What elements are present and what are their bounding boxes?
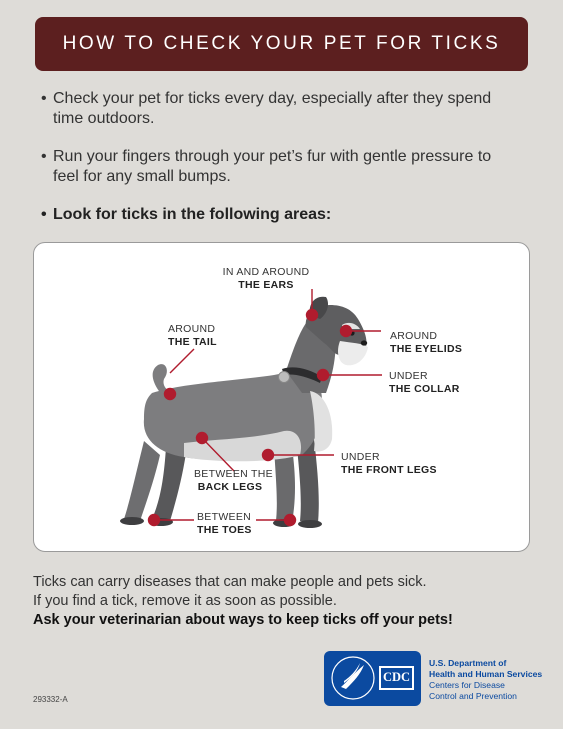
back-toes-marker <box>149 515 160 526</box>
bullet-dot: • <box>41 90 47 107</box>
tail-label: AROUND THE TAIL <box>168 323 217 348</box>
list-item <box>41 147 521 187</box>
footer-line-1: Ticks can carry diseases that can make people and pets sick. <box>33 574 427 590</box>
title-banner <box>35 17 528 71</box>
bullet-text: Look for ticks in the following areas: <box>53 206 332 223</box>
dog-diagram-panel <box>33 242 530 552</box>
tail-marker <box>165 389 176 400</box>
bullet-dot: • <box>41 206 47 223</box>
hhs-text: U.S. Department of Health and Human Services Centers for Disease Control and Prevention <box>429 658 543 701</box>
back-legs-label: BETWEEN THE BACK LEGS <box>194 468 273 493</box>
toes-label: BETWEEN THE TOES <box>197 511 252 536</box>
front-toes-marker <box>285 515 296 526</box>
back-legs-marker <box>197 433 208 444</box>
footer-text <box>33 573 533 630</box>
collar-label: UNDER THE COLLAR <box>389 370 460 395</box>
bullet-text: Check your pet for ticks every day, especially after they spend time outdoors. <box>53 90 492 127</box>
footer-line-3: Ask your veterinarian about ways to keep ticks off your pets! <box>33 612 453 628</box>
list-item <box>41 205 521 225</box>
footer-line-2: If you find a tick, remove it as soon as possible. <box>33 593 337 609</box>
bullet-text: Run your fingers through your pet’s fur with gentle pressure to feel for any small bumps. <box>53 148 492 185</box>
eyelids-label: AROUND THE EYELIDS <box>390 330 463 355</box>
ears-label: IN AND AROUND THE EARS <box>222 266 310 291</box>
instructions-list <box>41 89 521 243</box>
page-title: HOW TO CHECK YOUR PET FOR TICKS <box>62 33 501 54</box>
collar-marker <box>318 370 329 381</box>
cdc-logo <box>324 651 421 706</box>
ears-marker <box>307 310 318 321</box>
eyelids-marker <box>341 326 352 337</box>
front-legs-label: UNDER THE FRONT LEGS <box>341 451 437 476</box>
document-code: 293332-A <box>33 695 68 704</box>
front-legs-marker <box>263 450 274 461</box>
list-item <box>41 89 521 129</box>
bullet-dot: • <box>41 148 47 165</box>
cdc-wordmark: CDC <box>382 670 411 684</box>
